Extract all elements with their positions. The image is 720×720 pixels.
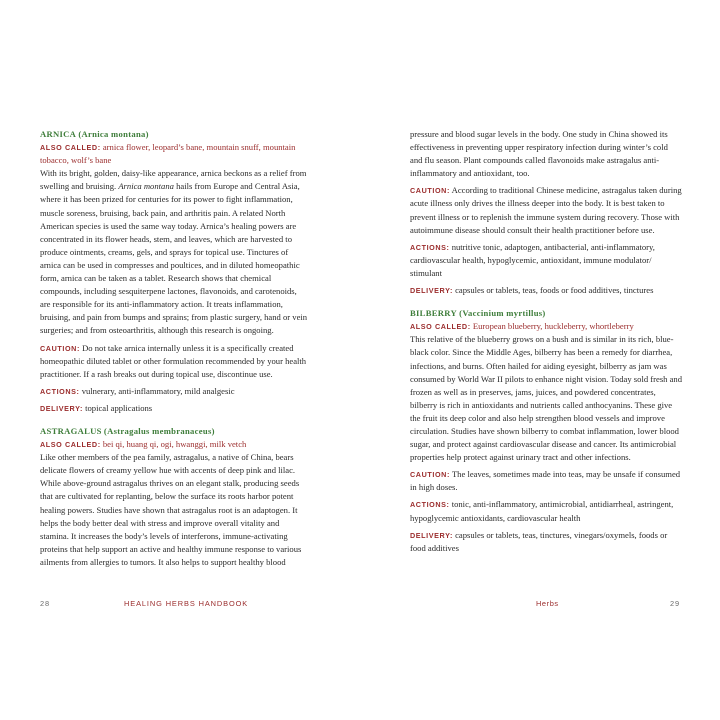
also-called (40, 438, 308, 451)
description-part: hails from Europe and Central Asia, where it has been prized for centuries for its power to fight inflammation, muscle soreness, bruising, back pain, and arthritis pain. A related North American species is used the same way today. Arnica’s healing powers are concentrated in its flower heads, stem, and leaves, which are harvested to produce ointments, creams, gels, and sprays for topical use. Tinctures of arnica can be used in compresses and poultices, and in diluted homeopathic form, arnica can be taken as a tablet. Research shows that chemical compounds, including sesquiterpene lactones, flavonoids, and carotenoids, are responsible for its anti-inflammatory action. It treats inflammation, bruising, and pain from bumps and sprains; from plastic surgery, hand or vein surgeries; and from osteoarthritis, although this research is ongoing. (40, 181, 308, 336)
description (40, 167, 308, 337)
entry-heading (40, 128, 308, 141)
also-called (410, 320, 682, 333)
actions-text: vulnerary, anti-inflammatory, mild analgesic (81, 385, 235, 396)
herb-name: ASTRAGALUS (40, 425, 102, 436)
astragalus-continued: pressure and blood sugar levels in the body. One study in China showed its effectiveness in preventing upper respiratory infection during winter’s cold and flu season. Plant compounds called flavonoids make astragalus anti-inflammatory and antioxidant, too. (410, 129, 668, 179)
also-called-label: ALSO CALLED: (40, 440, 101, 450)
entry-astragalus (40, 425, 308, 569)
latin-name: (Astragalus membranaceus) (103, 425, 215, 436)
caution-label: CAUTION: (410, 186, 450, 196)
delivery (40, 402, 308, 415)
delivery-text: capsules or tablets, teas, tinctures, vinegars/oxymels, foods or food additives (410, 529, 668, 553)
right-running-title: Herbs (536, 599, 559, 608)
entry-arnica (40, 128, 308, 415)
actions-label: ACTIONS: (410, 500, 450, 510)
entry-bilberry (410, 307, 682, 555)
left-running-title: HEALING HERBS HANDBOOK (124, 599, 249, 608)
description: Like other members of the pea family, astragalus, a native of China, bears delicate flowers of creamy yellow hue with accents of deep pink and lilac. While above-ground astragalus thrives on an elegant stalk, producing seeds that are cultivated for replanting, below the surface its roots harbor potent healing powers. Studies have shown that astragalus root is an adaptogen. It helps the body better deal with stress and improve overall vitality and stamina. It increases the body’s levels of interferons, immune-activating proteins that help support an active and healthy immune response to various ailments from allergies to tumors. It also helps to support healthy blood (40, 452, 302, 567)
entry-heading (410, 307, 682, 320)
left-page-column (40, 128, 308, 569)
delivery-label: DELIVERY: (410, 286, 453, 296)
also-called-label: ALSO CALLED: (410, 322, 471, 332)
actions (410, 241, 682, 280)
also-called-label: ALSO CALLED: (40, 143, 101, 153)
entry-heading (40, 425, 308, 438)
caution-label: CAUTION: (40, 343, 80, 353)
latin-name: (Arnica montana) (78, 129, 149, 139)
actions-label: ACTIONS: (410, 242, 450, 252)
caution (40, 342, 308, 381)
right-page-column (410, 128, 682, 555)
caution-text: The leaves, sometimes made into teas, may be unsafe if consumed in high doses. (410, 469, 681, 493)
caution (410, 184, 682, 236)
also-called-values: bei qi, huang qi, ogi, hwanggi, milk vetch (102, 439, 247, 450)
actions-text: tonic, anti-inflammatory, antimicrobial, antidiarrheal, astringent, hypoglycemic antioxidants, cardiovascular health (410, 499, 674, 523)
herb-name: BILBERRY (410, 308, 457, 319)
caution-text: Do not take arnica internally unless it is a specifically created homeopathic diluted tablet or other formulation recommended by your health practitioner. If a rash breaks out during topical use, discontinue use. (40, 342, 307, 379)
delivery-text: topical applications (85, 402, 153, 413)
latin-name: (Vaccinium myrtillus) (459, 308, 546, 319)
herb-name: ARNICA (40, 129, 77, 139)
description: This relative of the blueberry grows on a bush and is similar in its rich, blue-black color. Since the Middle Ages, bilberry has been a remedy for diarrhea, infections, and burns. Often hailed for aiding eyesight, bilberry as jam was consumed by World War II pilots to enhance night vision. Today sold fresh and frozen as well as in preserves, jams, juices, and powdered concentrates, bilberry is rich in antioxidants and nutrients called anthocyanins. These give the fruit its deep color and also help strengthen blood vessels and improve circulation. Studies have shown bilberry to combat inflammation, lower blood sugar, and protect against cardiovascular disease and cancer. Its antimicrobial properties help protect against urinary tract and other infections. (410, 334, 683, 463)
also-called (40, 141, 308, 167)
actions (410, 498, 682, 524)
delivery-text: capsules or tablets, teas, foods or food additives, tinctures (455, 285, 654, 296)
description-italic: Arnica montana (118, 181, 174, 192)
caution (410, 468, 682, 494)
delivery-label: DELIVERY: (40, 403, 83, 413)
caution-label: CAUTION: (410, 470, 450, 480)
right-page-number: 29 (670, 599, 681, 608)
delivery (410, 284, 682, 297)
caution-text: According to traditional Chinese medicine, astragalus taken during acute illness only drives the illness deeper into the body. It is best taken to prevent illness or to replenish the immune system during recovery. Those with autoimmune disease should consult their health practitioner before use. (410, 185, 682, 235)
actions-label: ACTIONS: (40, 386, 80, 396)
also-called-values: arnica flower, leopard’s bane, mountain snuff, mountain tobacco, wolf’s bane (40, 142, 296, 166)
also-called-values: European blueberry, huckleberry, whortleberry (472, 321, 634, 332)
left-page-number: 28 (40, 599, 51, 608)
description-part: With its bright, golden, daisy-like appearance, arnica beckons as a relief from swelling and bruising. (40, 168, 307, 192)
actions-text: nutritive tonic, adaptogen, antibacterial, anti-inflammatory, cardiovascular health, hypoglycemic, antioxidant, immune modulator/ stimulant (410, 241, 655, 278)
actions (40, 385, 308, 398)
delivery (410, 529, 682, 555)
delivery-label: DELIVERY: (410, 530, 453, 540)
